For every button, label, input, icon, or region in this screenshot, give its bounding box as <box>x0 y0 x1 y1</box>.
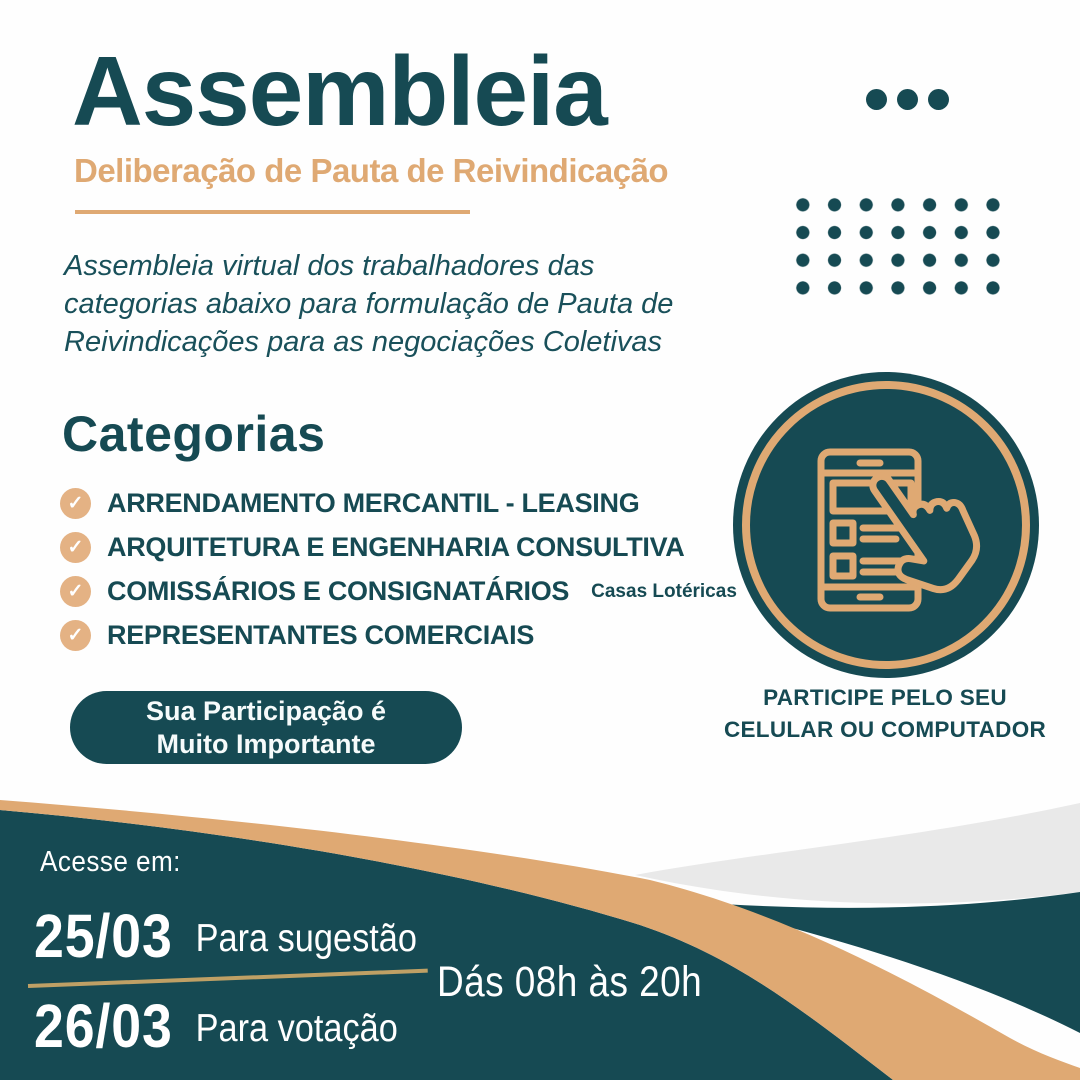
check-icon: ✓ <box>60 620 91 651</box>
participation-button-line-2: Muito Importante <box>156 728 376 759</box>
intro-line-3: Reivindicações para as negociações Coletivas <box>64 326 663 358</box>
category-label: ARQUITETURA E ENGENHARIA CONSULTIVA <box>107 532 685 562</box>
dot-icon <box>897 89 918 110</box>
page-subtitle: Deliberação de Pauta de Reivindicação <box>74 152 669 189</box>
schedule-purpose: Para votação <box>195 1007 398 1050</box>
schedule-row <box>34 901 417 971</box>
list-item <box>60 620 737 651</box>
list-item <box>60 532 737 563</box>
categories-heading: Categorias <box>62 406 326 462</box>
participate-line-1: PARTICIPE PELO SEU <box>763 685 1007 710</box>
schedule-hours: Dás 08h às 20h <box>437 958 703 1006</box>
categories-list <box>60 488 737 664</box>
participate-line-2: CELULAR OU COMPUTADOR <box>723 717 1047 742</box>
check-icon: ✓ <box>60 532 91 563</box>
check-icon: ✓ <box>60 576 91 607</box>
dot-icon <box>928 89 949 110</box>
check-icon: ✓ <box>60 488 91 519</box>
intro-paragraph <box>64 247 673 361</box>
schedule-date: 26/03 <box>34 992 173 1060</box>
schedule-date: 25/03 <box>34 902 173 970</box>
category-label: REPRESENTANTES COMERCIAIS <box>107 620 535 650</box>
participation-button[interactable] <box>70 691 462 764</box>
access-label: Acesse em: <box>40 846 181 878</box>
page-title: Assembleia <box>72 36 607 146</box>
dot-grid-decoration <box>787 191 1009 302</box>
intro-line-1: Assembleia virtual dos trabalhadores das <box>64 250 595 282</box>
schedule-purpose: Para sugestão <box>195 917 417 960</box>
divider-line <box>75 210 470 214</box>
participate-caption <box>718 682 1052 746</box>
gray-wave-band <box>635 803 1080 903</box>
dot-icon <box>866 89 887 110</box>
intro-line-2: categorias abaixo para formulação de Pauta de <box>64 288 674 320</box>
schedule-row <box>34 991 398 1061</box>
category-note: Casas Lotéricas <box>591 580 737 602</box>
category-label: COMISSÁRIOS E CONSIGNATÁRIOS <box>107 576 570 606</box>
tablet-tap-icon <box>736 375 1036 675</box>
category-label: ARRENDAMENTO MERCANTIL - LEASING <box>107 488 640 518</box>
list-item <box>60 576 737 607</box>
participation-button-line-1: Sua Participação é <box>145 695 387 726</box>
ellipsis-decoration-icon <box>866 89 949 110</box>
list-item <box>60 488 737 519</box>
device-illustration <box>733 372 1039 678</box>
